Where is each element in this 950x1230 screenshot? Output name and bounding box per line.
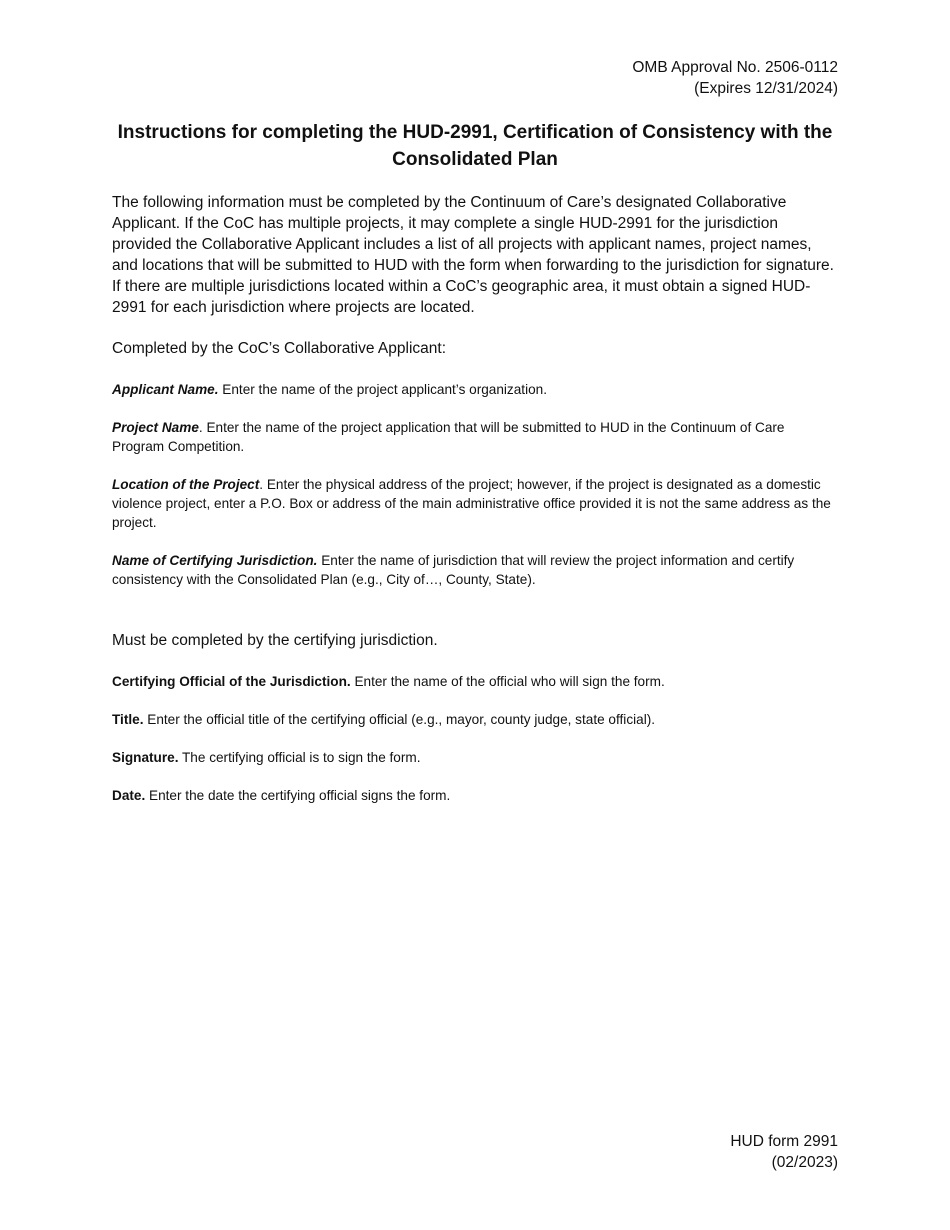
instruction-term: Date. bbox=[112, 788, 146, 803]
intro-paragraph: The following information must be completed by the Continuum of Care’s designated Collaborative Applicant. If the CoC has multiple projects, it may complete a single HUD-2991 for the jurisdiction provided the Collaborative Applicant includes a list of all projects with applicant names, project names, and locations that will be submitted to HUD with the form when forwarding to the jurisdiction for signature. If there are multiple jurisdictions located within a CoC’s geographic area, it must obtain a signed HUD-2991 for each jurisdiction where projects are located. bbox=[112, 194, 834, 316]
instruction-text: Enter the name of the official who will sign the form. bbox=[350, 674, 665, 689]
instruction-signature bbox=[112, 748, 838, 767]
jurisdiction-section-heading: Must be completed by the certifying jurisdiction. bbox=[112, 632, 438, 649]
instruction-text: The certifying official is to sign the form. bbox=[178, 750, 421, 765]
form-name: HUD form 2991 bbox=[730, 1133, 838, 1150]
instruction-term: Name of Certifying Jurisdiction. bbox=[112, 553, 318, 568]
instruction-date bbox=[112, 786, 838, 805]
applicant-section-heading: Completed by the CoC’s Collaborative Applicant: bbox=[112, 340, 447, 357]
instruction-text: . Enter the physical address of the project; however, if the project is designated as a domestic violence project, enter a P.O. Box or address of the main administrative office provided it is not the same address as the project. bbox=[112, 477, 831, 530]
page-title: Instructions for completing the HUD-2991, Certification of Consistency with the Consolidated Plan bbox=[117, 122, 833, 170]
instruction-text: Enter the official title of the certifying official (e.g., mayor, county judge, state official). bbox=[143, 712, 656, 727]
form-footer bbox=[730, 1131, 838, 1173]
instruction-title bbox=[112, 710, 838, 729]
form-revision-date: (02/2023) bbox=[771, 1154, 838, 1171]
instruction-text: Enter the date the certifying official signs the form. bbox=[145, 788, 451, 803]
instruction-applicant-name bbox=[112, 380, 838, 399]
omb-expiration: (Expires 12/31/2024) bbox=[694, 80, 838, 97]
instruction-certifying-official bbox=[112, 672, 838, 691]
instruction-term: Project Name bbox=[112, 420, 199, 435]
omb-approval-number: OMB Approval No. 2506-0112 bbox=[632, 59, 838, 76]
instruction-certifying-jurisdiction bbox=[112, 551, 838, 589]
instruction-project-name bbox=[112, 418, 838, 456]
omb-approval-block bbox=[632, 57, 838, 99]
instruction-text: Enter the name of jurisdiction that will review the project information and certify consistency with the Consolidated Plan (e.g., City of…, County, State). bbox=[112, 553, 795, 587]
instruction-text: . Enter the name of the project application that will be submitted to HUD in the Continuum of Care Program Competition. bbox=[112, 420, 785, 454]
instruction-text: Enter the name of the project applicant’s organization. bbox=[218, 382, 547, 397]
instruction-term: Location of the Project bbox=[112, 477, 260, 492]
instruction-term: Certifying Official of the Jurisdiction. bbox=[112, 674, 351, 689]
instruction-term: Applicant Name. bbox=[112, 382, 219, 397]
instruction-project-location bbox=[112, 475, 838, 532]
instruction-term: Signature. bbox=[112, 750, 179, 765]
instruction-term: Title. bbox=[112, 712, 144, 727]
